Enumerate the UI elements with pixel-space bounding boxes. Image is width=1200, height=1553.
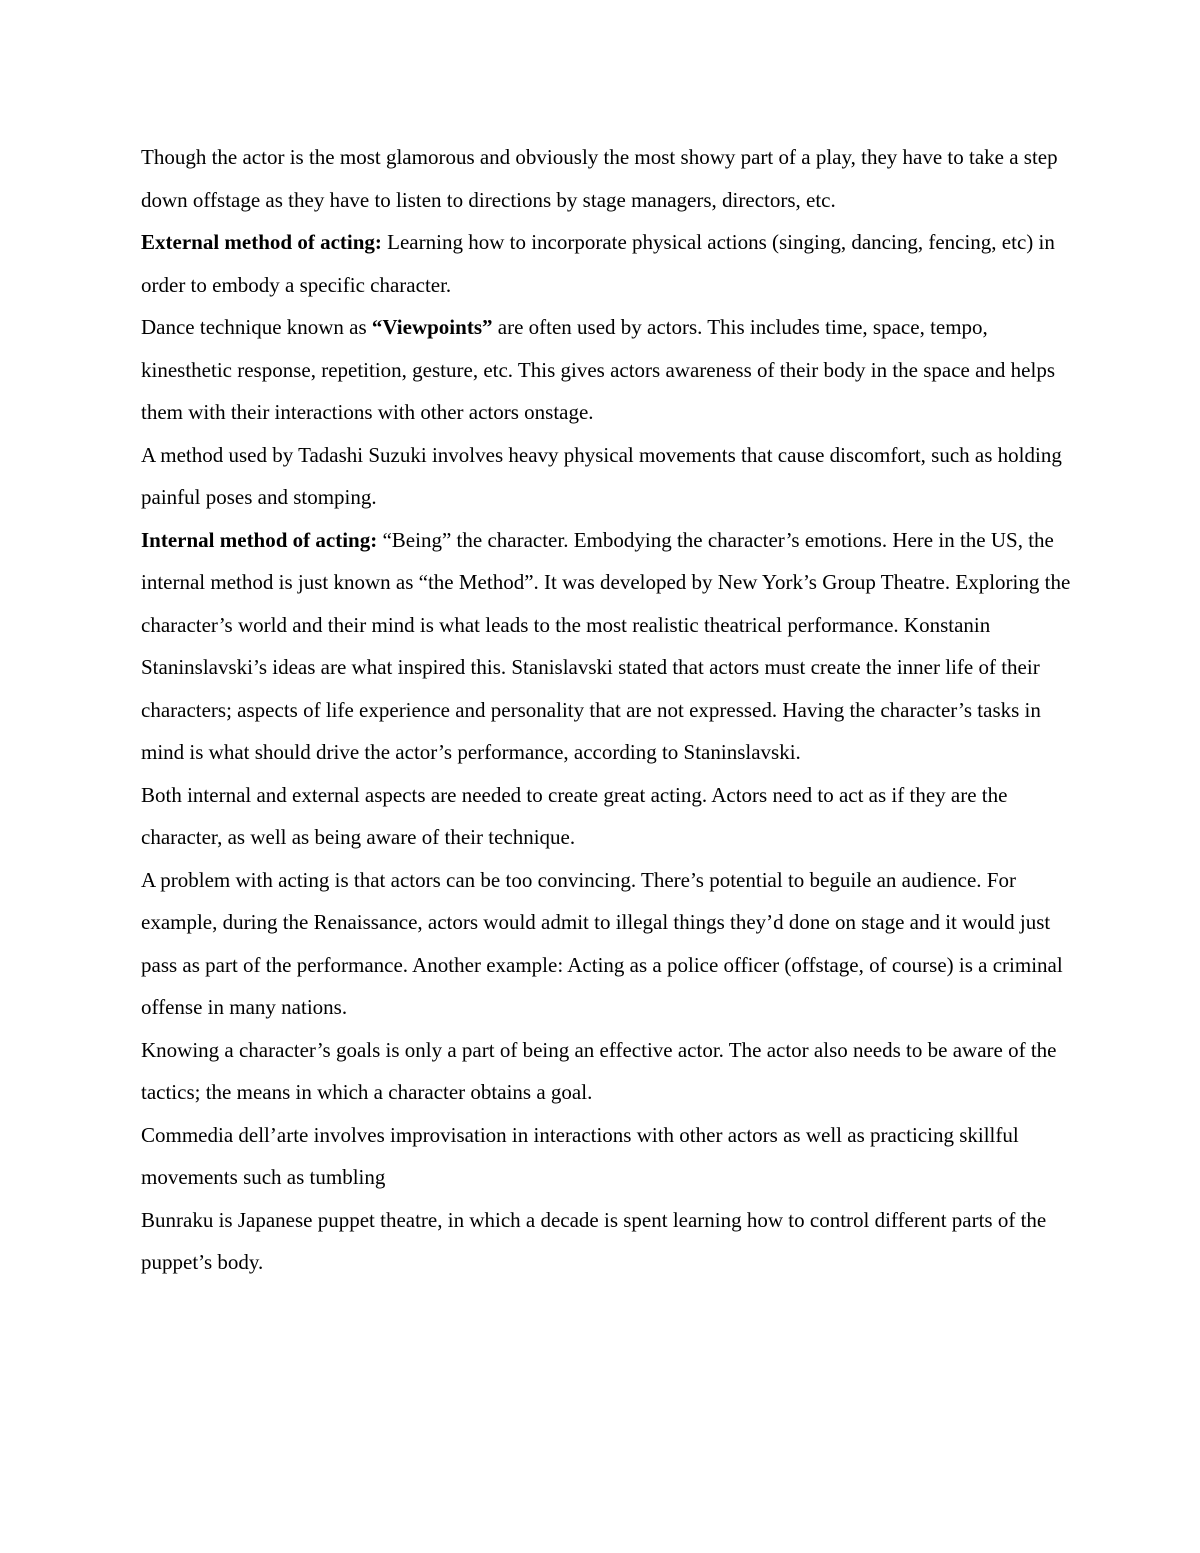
paragraph-commedia	[141, 1114, 1071, 1199]
paragraph-text: A method used by Tadashi Suzuki involves heavy physical movements that cause discomfort, such as holding painful poses and stomping.	[141, 442, 1062, 509]
term-internal-method: Internal method of acting:	[141, 527, 378, 552]
paragraph-text: Both internal and external aspects are needed to create great acting. Actors need to act as if they are the character, as well as being aware of their technique.	[141, 782, 1008, 849]
document-body	[141, 136, 1071, 1284]
paragraph-external-method	[141, 221, 1071, 306]
paragraph-bunraku	[141, 1199, 1071, 1284]
paragraph-internal-method	[141, 519, 1071, 774]
paragraph-text: are often used by actors. This includes time, space, tempo, kinesthetic response, repetition, gesture, etc. This gives actors awareness of their body in the space and helps them with their interactions with other actors onstage.	[141, 315, 1056, 424]
paragraph-text: A problem with acting is that actors can be too convincing. There’s potential to beguile an audience. For example, during the Renaissance, actors would admit to illegal things they’d done on stage and it would just pass as part of the performance. Another example: Acting as a police officer (offstage, of course) is a criminal offense in many nations.	[141, 867, 1063, 1019]
paragraph-text: Though the actor is the most glamorous and obviously the most showy part of a play, they have to take a step down offstage as they have to listen to directions by stage managers, directors, etc.	[141, 145, 1058, 212]
paragraph-viewpoints	[141, 306, 1071, 434]
paragraph-text: “Being” the character. Embodying the character’s emotions. Here in the US, the internal method is just known as “the Method”. It was developed by New York’s Group Theatre. Exploring the character’s world and their mind is what leads to the most realistic theatrical performance. Konstanin Staninslavski’s ideas are what inspired this. Stanislavski stated that actors must create the inner life of their characters; aspects of life experience and personality that are not expressed. Having the character’s tasks in mind is what should drive the actor’s performance, according to Staninslavski.	[141, 527, 1071, 764]
paragraph-text: Bunraku is Japanese puppet theatre, in which a decade is spent learning how to control different parts of the puppet’s body.	[141, 1207, 1047, 1274]
paragraph-text: Commedia dell’arte involves improvisation in interactions with other actors as well as practicing skillful movements such as tumbling	[141, 1122, 1019, 1189]
term-external-method: External method of acting:	[141, 230, 382, 254]
paragraph-actor-offstage	[141, 136, 1071, 221]
paragraph-goals-tactics	[141, 1029, 1071, 1114]
paragraph-acting-problem	[141, 859, 1071, 1029]
term-viewpoints: “Viewpoints”	[371, 315, 493, 339]
paragraph-suzuki-method	[141, 434, 1071, 519]
paragraph-text: Dance technique known as	[141, 315, 372, 339]
paragraph-internal-external	[141, 774, 1071, 859]
paragraph-text: Learning how to incorporate physical actions (singing, dancing, fencing, etc) in order to embody a specific character.	[141, 230, 1055, 297]
paragraph-text: Knowing a character’s goals is only a part of being an effective actor. The actor also needs to be aware of the tactics; the means in which a character obtains a goal.	[141, 1037, 1057, 1104]
